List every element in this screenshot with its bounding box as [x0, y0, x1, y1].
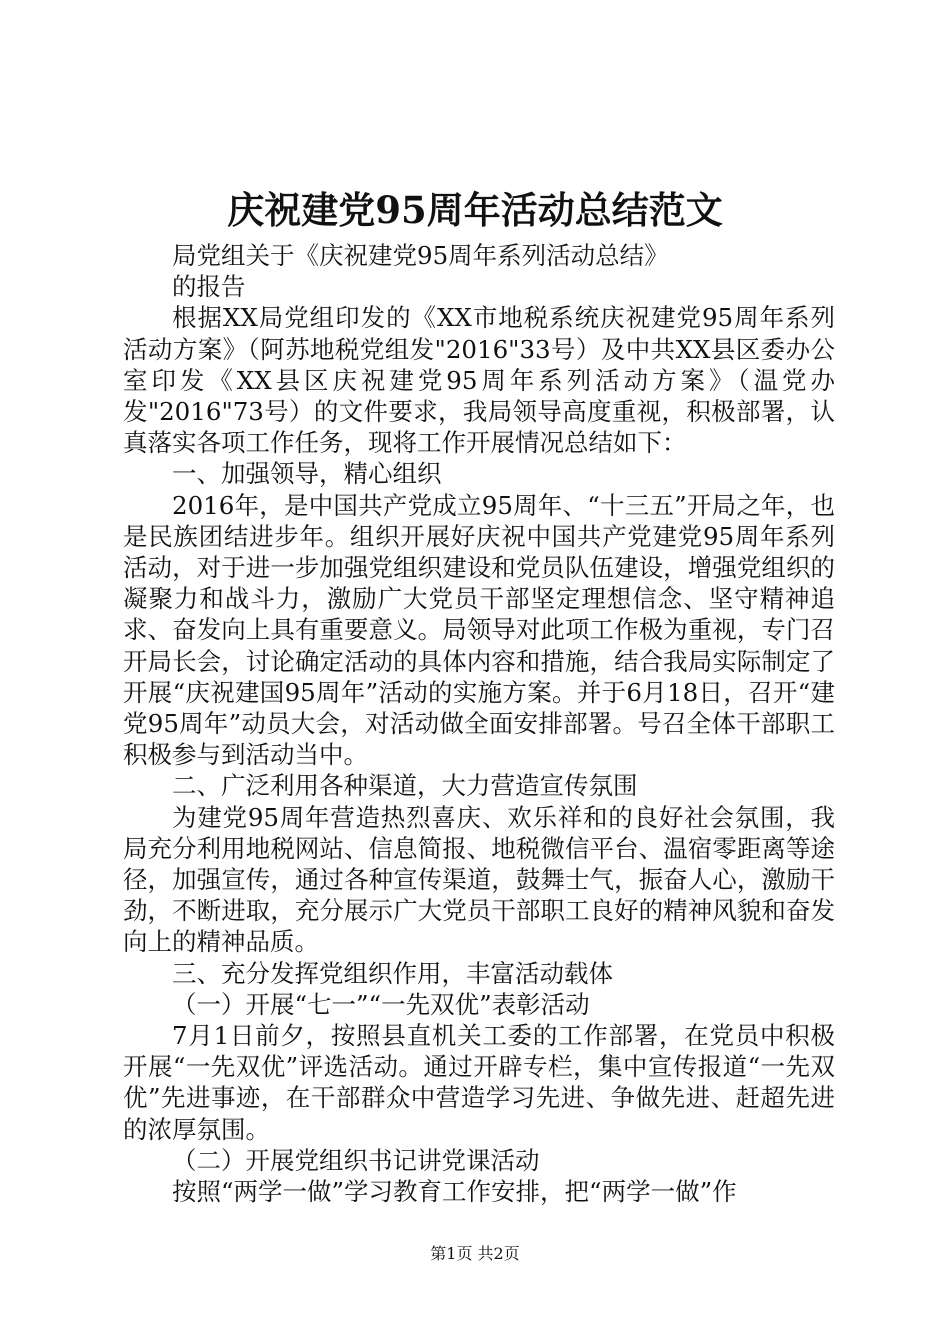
paragraph-10: 7月1日前夕，按照县直机关工委的工作部署，在党员中积极开展“一先双优”评选活动。通过开辟专栏，集中宣传报道“一先双优”先进事迹，在干部群众中营造学习先进、争做先进、赶超先进的浓厚氛围。: [123, 1021, 835, 1144]
heading-section-2: 二、广泛利用各种渠道，大力营造宣传氛围: [172, 771, 638, 801]
page-number-footer: 第1页 共2页: [430, 1244, 520, 1263]
heading-section-1: 一、加强领导，精心组织: [172, 459, 442, 489]
paragraph-5: 2016年，是中国共产党成立95周年、“十三五”开局之年，也是民族团结进步年。组织开展好庆祝中国共产党建党95周年系列活动，对于进一步加强党组织建设和党员队伍建设，增强党组织的凝聚力和战斗力，激励广大党员干部坚定理想信念、坚守精神追求、奋发向上具有重要意义。局领导对此项工作极为重视，专门召开局长会，讨论确定活动的具体内容和措施，结合我局实际制定了开展“庆祝建国95周年”活动的实施方案。并于6月18日，召开“建党95周年”动员大会，对活动做全面安排部署。号召全体干部职工积极参与到活动当中。: [123, 490, 835, 770]
paragraph-3: 根据XX局党组印发的《XX市地税系统庆祝建党95周年系列活动方案》（阿苏地税党组发"2016"33号）及中共XX县区委办公室印发《XX县区庆祝建党95周年系列活动方案》（温党办发"2016"73号）的文件要求，我局领导高度重视，积极部署，认真落实各项工作任务，现将工作开展情况总结如下：: [123, 303, 835, 458]
paragraph-2: 的报告: [172, 272, 246, 302]
document-title: 庆祝建党95周年活动总结范文: [227, 188, 723, 232]
document-body: [123, 240, 835, 1207]
paragraph-1: 局党组关于《庆祝建党95周年系列活动总结》: [172, 241, 669, 270]
subheading-3-2: （二）开展党组织书记讲党课活动: [172, 1145, 540, 1175]
paragraph-7: 为建党95周年营造热烈喜庆、欢乐祥和的良好社会氛围，我局充分利用地税网站、信息简报、地税微信平台、温宿零距离等途径，加强宣传，通过各种宣传渠道，鼓舞士气，振奋人心，激励干劲，不断进取，充分展示广大党员干部职工良好的精神风貌和奋发向上的精神品质。: [123, 802, 835, 957]
paragraph-12: 按照“两学一做”学习教育工作安排，把“两学一做”作: [172, 1177, 737, 1207]
heading-section-3: 三、充分发挥党组织作用，丰富活动载体: [172, 958, 613, 988]
subheading-3-1: （一）开展“七一”“一先双优”表彰活动: [172, 989, 590, 1019]
